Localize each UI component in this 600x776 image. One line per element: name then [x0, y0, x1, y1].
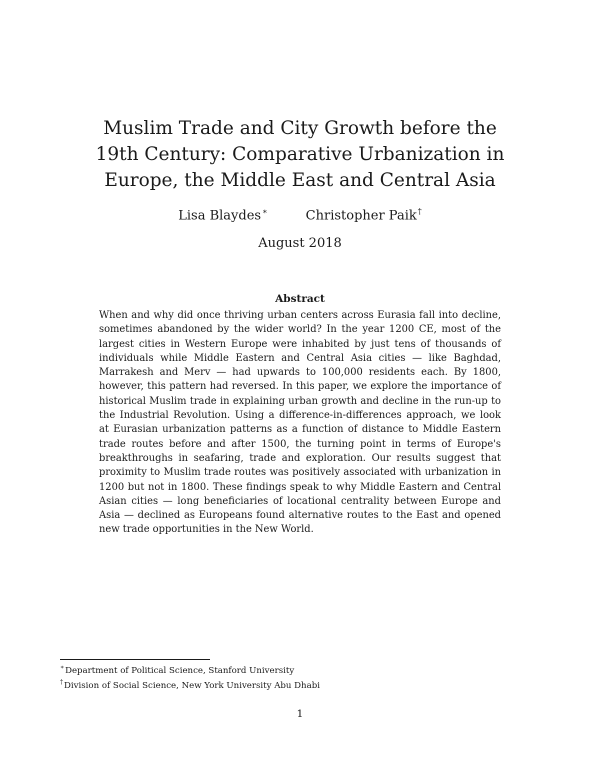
- abstract-heading: Abstract: [275, 293, 325, 305]
- footnote-text: Division of Social Science, New York University Abu Dhabi: [64, 680, 320, 691]
- footnote-1: [60, 662, 540, 677]
- publication-date: August 2018: [258, 236, 342, 251]
- author-name: Lisa Blaydes: [178, 208, 262, 224]
- footnote-text: Department of Political Science, Stanford University: [65, 665, 295, 676]
- author-1: [178, 207, 267, 223]
- footnote-2: [60, 677, 540, 692]
- footnote-mark: †: [60, 678, 63, 686]
- footnotes: [60, 662, 540, 692]
- author-footnote-mark: ∗: [262, 207, 268, 216]
- footnote-mark: ∗: [60, 664, 65, 671]
- author-footnote-mark: †: [417, 207, 422, 216]
- page-number: 1: [296, 708, 304, 720]
- paper-title: Muslim Trade and City Growth before the 19th Century: Comparative Urbanization in Europe, the Middle East and Central Asia: [95, 118, 505, 191]
- author-name: Christopher Paik: [305, 208, 417, 224]
- author-list: [0, 207, 600, 223]
- author-2: [306, 207, 422, 223]
- abstract-text: When and why did once thriving urban centers across Eurasia fall into decline, sometimes abandoned by the wider world? In the year 1200 CE, most of the largest cities in Western Europe were inhabited by just tens of thousands of individuals while Middle Eastern and Central Asia cities — like Baghdad, Marrakesh and Merv — had upwards to 100,000 residents each. By 1800, however, this pattern had reversed. In this paper, we explore the importance of historical Muslim trade in explaining urban growth and decline in the run-up to the Industrial Revolution. Using a difference-in-differences approach, we look at Eurasian urbanization patterns as a function of distance to Middle Eastern trade routes before and after 1500, the turning point in terms of Europe's breakthroughs in seafaring, trade and exploration. Our results suggest that proximity to Muslim trade routes was positively associated with urbanization in 1200 but not in 1800. These findings speak to why Middle Eastern and Central Asian cities — long beneficiaries of locational centrality between Europe and Asia — declined as Europeans found alternative routes to the East and opened new trade opportunities in the New World.: [99, 310, 501, 536]
- footnote-divider: [60, 659, 210, 660]
